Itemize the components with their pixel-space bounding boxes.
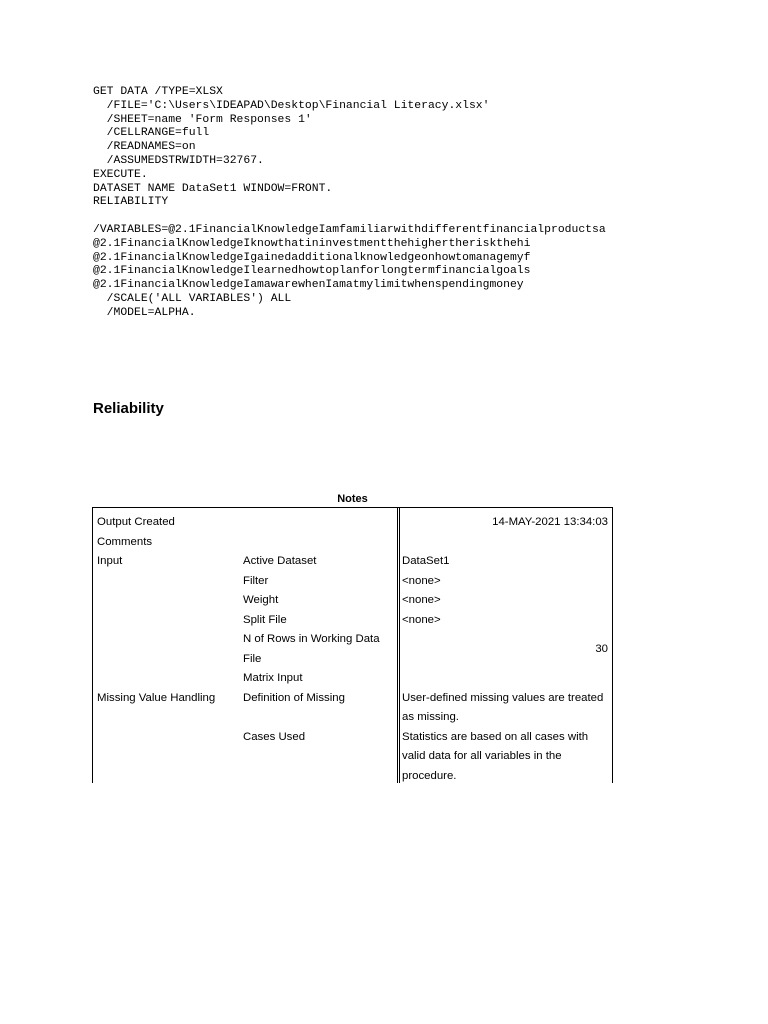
output-created-value: 14-MAY-2021 13:34:03 bbox=[492, 516, 608, 528]
syntax-block bbox=[93, 86, 606, 321]
syntax-line: EXECUTE. bbox=[93, 168, 148, 181]
syntax-line: @2.1FinancialKnowledgeIgainedadditionalknowledgeonhowtomanagemyf bbox=[93, 251, 531, 264]
definition-of-missing-value-line2: as missing. bbox=[402, 711, 459, 723]
definition-of-missing-label: Definition of Missing bbox=[243, 691, 345, 704]
cases-used-value-line3: procedure. bbox=[402, 769, 457, 782]
missing-value-handling-label: Missing Value Handling bbox=[97, 691, 216, 704]
split-file-label: Split File bbox=[243, 613, 287, 626]
matrix-input-label: Matrix Input bbox=[243, 672, 303, 684]
section-heading: Reliability bbox=[93, 400, 164, 417]
syntax-line: /FILE='C:\Users\IDEAPAD\Desktop\Financial Literacy.xlsx' bbox=[93, 99, 490, 112]
syntax-line: /SHEET=name 'Form Responses 1' bbox=[93, 113, 312, 126]
comments-label: Comments bbox=[97, 535, 153, 548]
cases-used-label: Cases Used bbox=[243, 730, 306, 743]
notes-table-title: Notes bbox=[337, 493, 368, 505]
syntax-line: RELIABILITY bbox=[93, 196, 169, 209]
input-label: Input bbox=[97, 555, 123, 567]
syntax-line: /READNAMES=on bbox=[93, 141, 196, 154]
definition-of-missing-value-line1: User-defined missing values are treated bbox=[402, 691, 604, 704]
syntax-line: /CELLRANGE=full bbox=[93, 127, 210, 140]
cases-used-value-line1: Statistics are based on all cases with bbox=[402, 730, 589, 743]
syntax-line: @2.1FinancialKnowledgeIamawarewhenIamatmylimitwhenspendingmoney bbox=[93, 279, 524, 292]
syntax-line: /ASSUMEDSTRWIDTH=32767. bbox=[93, 154, 264, 167]
syntax-line: DATASET NAME DataSet1 WINDOW=FRONT. bbox=[93, 182, 333, 195]
filter-label: Filter bbox=[243, 574, 269, 587]
syntax-line: @2.1FinancialKnowledgeIlearnedhowtoplanforlongtermfinancialgoals bbox=[93, 265, 531, 278]
active-dataset-value: DataSet1 bbox=[402, 555, 450, 567]
output-created-label: Output Created bbox=[97, 516, 175, 528]
syntax-line: @2.1FinancialKnowledgeIknowthatininvestmentthehighertheriskthehi bbox=[93, 237, 531, 250]
n-rows-label-line1: N of Rows in Working Data bbox=[243, 633, 380, 645]
n-rows-value: 30 bbox=[595, 643, 608, 655]
weight-label: Weight bbox=[243, 594, 279, 606]
filter-value: <none> bbox=[402, 574, 441, 587]
split-file-value: <none> bbox=[402, 613, 441, 626]
n-rows-label-line2: File bbox=[243, 652, 262, 665]
column-divider bbox=[397, 508, 400, 783]
active-dataset-label: Active Dataset bbox=[243, 555, 317, 567]
syntax-line: /SCALE('ALL VARIABLES') ALL bbox=[93, 292, 292, 305]
syntax-line: /MODEL=ALPHA. bbox=[93, 306, 196, 319]
syntax-line: GET DATA /TYPE=XLSX bbox=[93, 86, 223, 98]
notes-table bbox=[92, 507, 613, 783]
cases-used-value-line2: valid data for all variables in the bbox=[402, 750, 562, 762]
syntax-line: /VARIABLES=@2.1FinancialKnowledgeIamfamiliarwithdifferentfinancialproductsa bbox=[93, 223, 606, 236]
syntax-line bbox=[93, 210, 606, 224]
weight-value: <none> bbox=[402, 594, 441, 606]
